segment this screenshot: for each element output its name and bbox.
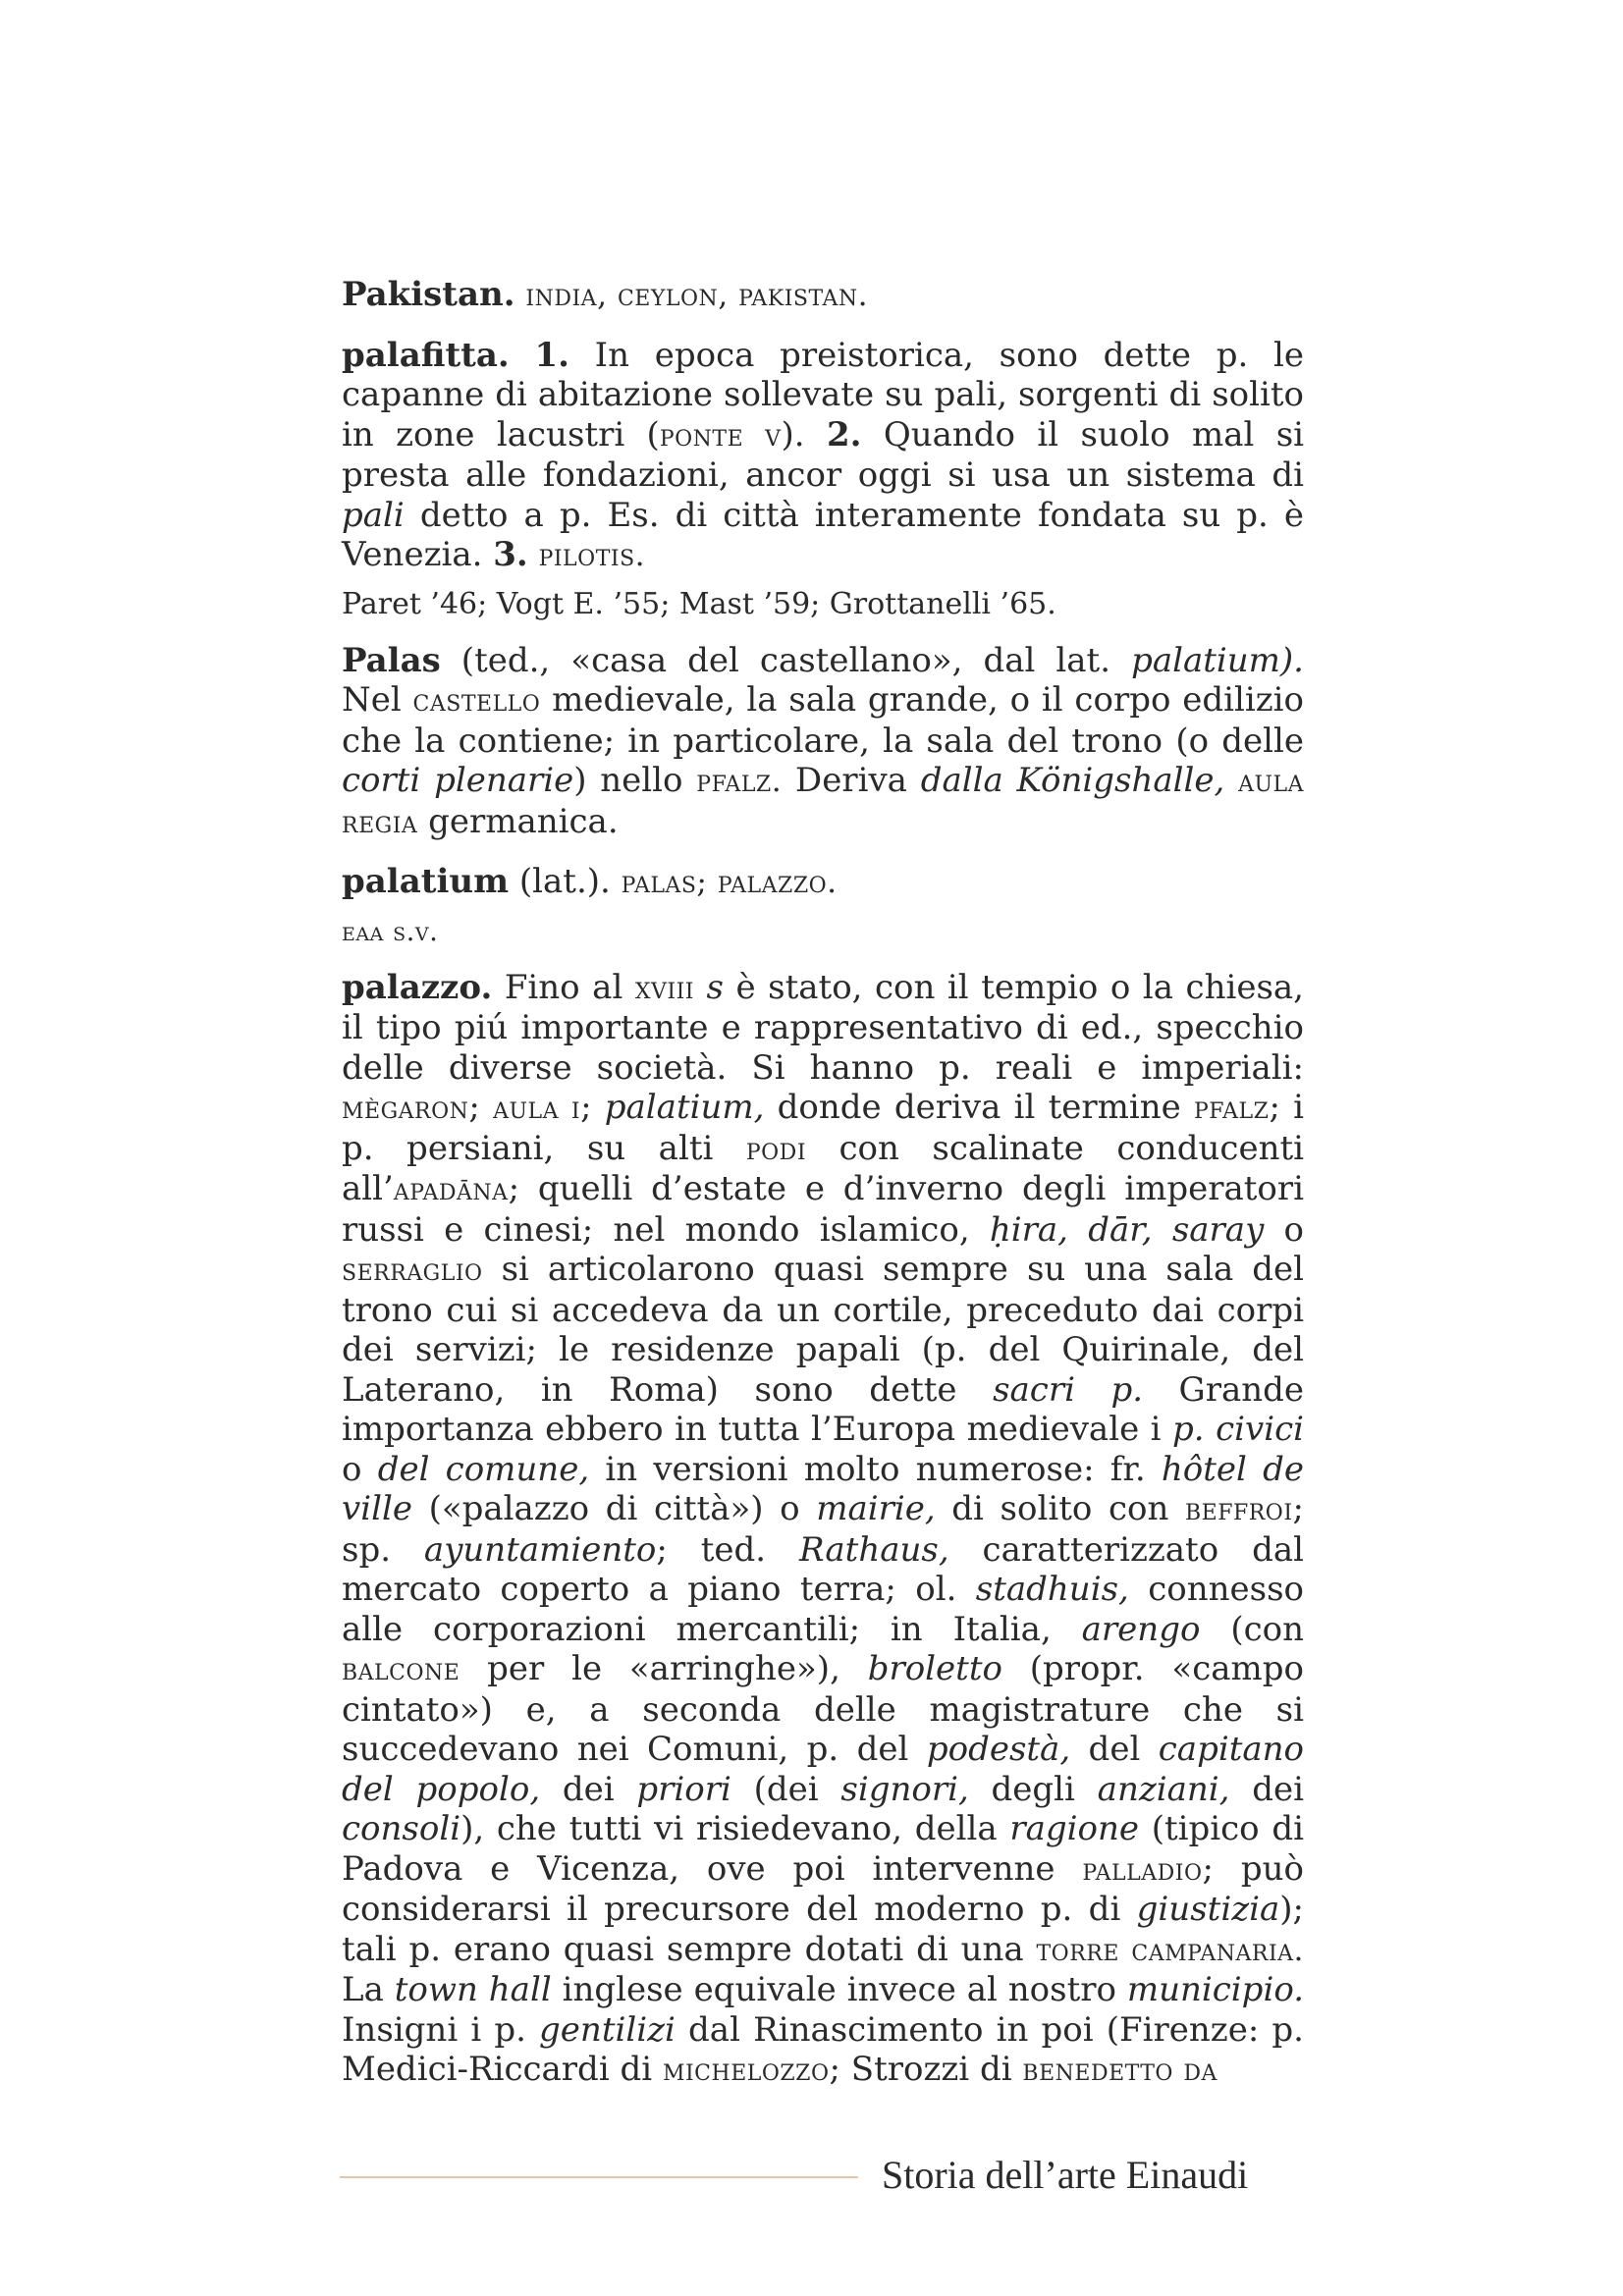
text-run: ), che tutti vi risiedevano, della [460,1809,1010,1848]
text-run: connesso alle corporazioni mercantili; in Italia, [342,1570,1305,1649]
headword: palatium [342,862,510,901]
cross-reference: palladio [1082,1851,1203,1888]
sense-number: 1. [534,335,569,375]
bibliography-palafitta [342,586,1304,623]
text-run: ; Strozzi di [829,2050,1023,2089]
text-run: (con [1200,1609,1304,1649]
italic-term: anziani, [1097,1769,1230,1809]
text-run: del [1070,1730,1159,1769]
text-run: di solito con [935,1489,1185,1528]
text-run [1224,761,1238,800]
text-run: donde deriva il termine [764,1088,1194,1127]
text-run [515,275,526,314]
italic-term: priori [636,1769,731,1809]
text-run: ) nello [573,761,697,800]
cross-reference: benedetto da [1022,2053,1217,2088]
text-run: Nel [342,680,413,720]
text-run [528,535,539,574]
italic-term: sacri p. [993,1369,1144,1410]
cross-reference: india, ceylon, pakistan. [525,278,869,313]
text-run: ; [468,1088,494,1127]
italic-term: del comune, [377,1449,590,1489]
text-run: Paret ’46; Vogt E. ’55; Mast ’59; Grottanelli ’65. [342,586,1056,621]
italic-term: ayuntamiento [423,1529,657,1570]
cross-reference: pilotis. [538,538,646,573]
sense-number: 3. [493,535,528,574]
italic-term: podestà, [926,1730,1071,1769]
cross-reference: beffroi [1184,1492,1293,1527]
footer-title: Storia dell’arte Einaudi [882,2153,1249,2197]
text-run: ); tali p. erano quasi sempre dotati di una [342,1890,1304,1969]
headword: palafitta. [342,335,510,375]
cross-reference: serraglio [342,1253,483,1288]
text-run: per le «arringhe»), [460,1649,868,1688]
text-run: (lat.). [509,862,622,901]
cross-reference: podi [745,1131,807,1167]
entry-pakistan [342,275,1304,316]
text-run: (dei [730,1769,841,1809]
cross-reference: mègaron [342,1091,469,1126]
italic-term: ḥira, dār, saray [989,1209,1265,1250]
italic-term: dalla Königshalle, [920,761,1225,800]
cross-reference: pfalz. [696,764,783,799]
cross-reference: torre campanaria. [1036,1932,1304,1968]
text-run: ; può considerarsi il precursore del moderno p. di [342,1848,1304,1929]
text-run: Insigni i p. [342,2009,540,2050]
italic-term: capitano del popolo, [342,1730,1305,1809]
cross-reference: balcone [342,1652,460,1687]
bibliography-palatium [342,913,1304,950]
text-run: Deriva [782,761,921,800]
text-run: degli [968,1769,1098,1809]
text-run: ; [580,1088,605,1127]
text-run [510,336,535,375]
italic-term: ragione [1009,1809,1139,1848]
cross-reference: palas; palazzo. [621,865,838,900]
text-run: in versioni molto numerose: fr. [589,1449,1162,1489]
text-run [694,968,707,1007]
italic-term: Rathaus, [799,1529,949,1570]
italic-term: palatium). [1131,640,1304,680]
italic-term: stadhuis, [975,1570,1129,1609]
cross-reference: xviii [634,970,694,1006]
text-run: Grande importanza ebbero in tutta l’Europa medievale i [342,1369,1304,1449]
text-run: dei [540,1769,637,1809]
cross-reference: apadāna [393,1172,509,1207]
text-run: La [342,1970,395,2009]
entry-palatium [342,862,1304,903]
sense-number: 2. [826,414,862,454]
italic-term: town hall [394,1970,552,2009]
footer-rule [340,2176,858,2178]
cross-reference: ponte v [659,417,782,454]
text-run: si articolarono quasi sempre su una sala del trono cui si accedeva da un cortile, preceduto dai corpi dei servizi; le residenze papali (p. del Quirinale, del Laterano, in Roma) sono dette [342,1250,1304,1410]
text-run: inglese equivale invece al nostro [551,1970,1127,2009]
italic-term: p. civici [1172,1410,1304,1449]
italic-term: gentilizi [539,2009,676,2050]
text-run: («palazzo di città») o [411,1489,817,1528]
headword: Pakistan. [342,275,515,314]
text-run: germanica. [417,801,619,841]
italic-term: palatium, [604,1088,765,1127]
text-run: dal Rinascimento in poi (Firenze: p. Medici-Riccardi di [342,2009,1304,2089]
italic-term: hôtel de ville [342,1449,1304,1528]
cross-reference: castello [412,683,541,719]
text-run: detto a p. Es. di città interamente fondata su p. è Venezia. [342,495,1304,574]
text-run: ; sp. [342,1489,1304,1570]
text-run: o [342,1449,378,1489]
text-run: In epoca preistorica, sono dette p. le capanne di abitazione sollevate su pali, sorgenti di solito in zone lacustri ( [342,335,1304,454]
italic-term: giustizia [1136,1890,1280,1929]
text-run: ). [781,414,827,454]
text-run: ; i p. persiani, su alti [342,1088,1305,1168]
italic-term: corti plenarie [342,761,574,800]
cross-reference: aula i [493,1091,581,1126]
italic-term: s [706,967,724,1007]
italic-term: mairie, [816,1489,936,1528]
text-run: Quando il suolo mal si presta alle fondazioni, ancor oggi si usa un sistema di [342,414,1305,495]
text-run: è stato, con il tempio o la chiesa, il tipo piú importante e rappresentativo di ed., specchio delle diverse società. Si hanno p. reali e imperiali: [342,967,1304,1088]
italic-term: signori, [840,1769,969,1809]
text-run: ; quelli d’estate e d’inverno degli imperatori russi e cinesi; nel mondo islamico, [342,1169,1304,1250]
cross-reference: aula regia [342,764,1304,840]
entry-palazzo [342,968,1304,2091]
headword: palazzo. [342,967,493,1007]
dictionary-page [342,275,1304,2110]
text-run: dei [1229,1769,1304,1809]
text-run: (propr. «campo cintato») e, a seconda delle magistrature che si succedevano nei Comuni, p. del [342,1649,1304,1769]
entry-palafitta [342,336,1304,576]
cross-reference: michelozzo [662,2053,830,2088]
headword: Palas [342,640,441,680]
text-run: con scalinate conducenti all’ [342,1128,1304,1208]
italic-term: arengo [1081,1609,1201,1649]
text-run: medievale, la sala grande, o il corpo edilizio che la contiene; in particolare, la sala del trono (o delle [342,680,1304,761]
italic-term: municipio. [1126,1970,1305,2009]
cross-reference: pfalz [1194,1091,1270,1126]
italic-term: broletto [867,1649,1002,1688]
entry-palas [342,641,1304,843]
text-run: o [1264,1209,1305,1250]
italic-term: pali [342,495,405,535]
text-run: (ted., «casa del castellano», dal lat. [440,640,1132,680]
text-run: Fino al [492,967,635,1007]
text-run: (tipico di Padova e Vicenza, ove poi intervenne [342,1809,1304,1889]
italic-term: consoli [342,1809,461,1848]
text-run: caratterizzato dal mercato coperto a piano terra; ol. [342,1529,1304,1609]
text-run: ; ted. [656,1529,800,1570]
cross-reference: eaa s.v. [342,914,439,947]
